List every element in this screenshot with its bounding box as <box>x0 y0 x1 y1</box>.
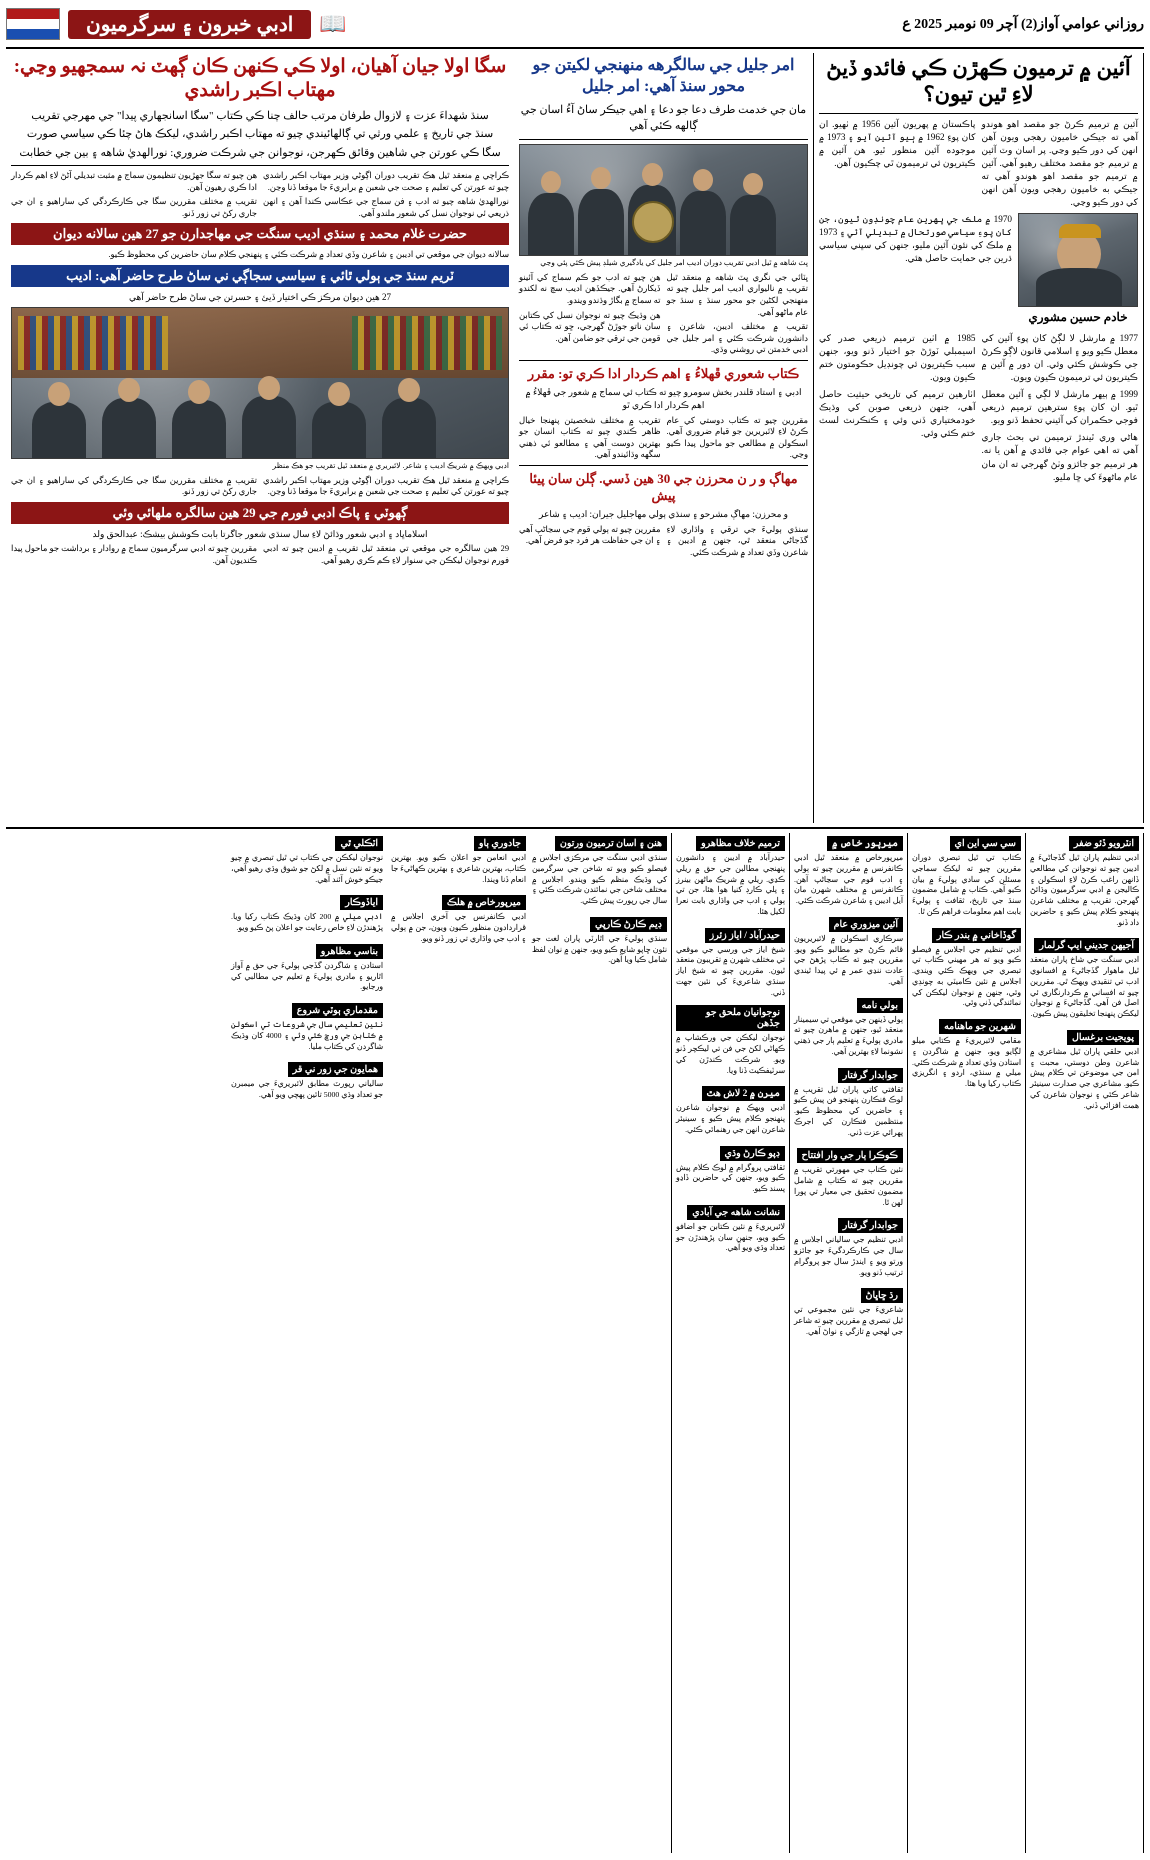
brief-body: ادبي تنظيم پاران ٿيل گڏجاڻيءَ ۾ اديبن چيو ته نوجوانن کي مطالعي ڏانهن راغب ڪرڻ لاءِ اسڪولن ۽ ڪاليجن ۾ ادبي سرگرميون وڌائڻ گهرجن. تقريب ۾ مختلف شاعرن پنهنجو ڪلام پيش ڪيو ۽ حاضرين داد ڏنو. <box>1030 853 1139 927</box>
col3-para-0b: ڪراچي ۾ منعقد ٿيل هڪ تقريب دوران اڳوڻي وزير مهتاب اڪبر راشدي چيو ته عورتن کي تعليم ۽ صحت جي شعبن ۾ برابريءَ جا موقعا ڏنا وڃن. <box>263 475 509 497</box>
col3-para-0: ڪراچي ۾ منعقد ٿيل هڪ تقريب دوران اڳوڻي وزير مهتاب اڪبر راشدي چيو ته عورتن کي تعليم ۽ صحت جي شعبن ۾ برابريءَ جا موقعا ڏنا وڃن. <box>263 171 509 192</box>
brief-body: ادبي ڪانفرنس جي آخري اجلاس ۾ قراردادون منظور ڪيون ويون، جن ۾ ٻولي ۽ ادب جي واڌاري تي زور ڏنو ويو. <box>391 912 526 943</box>
brief-item <box>532 914 667 966</box>
brief-item <box>676 833 785 918</box>
brief-title: جوابدار گرفتار <box>838 1218 903 1233</box>
col2-sub2-para-1: مقررين چيو ته ٻولي قوم جي سڃاڻپ آهي ۽ ان جي حفاظت هر فرد جو فرض آهي. <box>519 524 661 546</box>
col3-banner3-para-1: مقررين چيو ته ادبي سرگرميون سماج ۾ روادار ۽ برداشت جو ماحول پيدا ڪنديون آهن. <box>11 544 257 565</box>
book-icon: 📖 <box>319 11 347 36</box>
brief-body: نوجوان ليکڪن جي ورڪشاپ ۾ ڪهاڻي لکڻ جي فن تي ليڪچر ڏنو ويو. شرڪت ڪندڙن کي سرٽيفڪيٽ ڏنا ويا. <box>676 1033 785 1075</box>
masthead-date: روزاني عوامي آواز(2) آچر 09 نومبر 2025 ع <box>902 16 1144 32</box>
brief-item <box>794 914 903 988</box>
brief-item <box>676 1143 785 1195</box>
brief-title: ميرپورخاص ۾ هلڪ <box>442 895 526 910</box>
brief-body: ادبي تنظيم جي سالياني اجلاس ۾ سال جي ڪارڪردگيءَ جو جائزو ورتو ويو ۽ ايندڙ سال جو پروگرام ترتيب ڏنو ويو. <box>794 1235 903 1277</box>
brief-body: مقامي لائبريريءَ ۾ ڪتابي ميلو لڳايو ويو، جنهن ۾ شاگردن ۽ استادن وڏي تعداد ۾ شرڪت ڪئي. ميلي ۾ سنڌي، اردو ۽ انگريزي ڪتاب رکيا ويا هئا. <box>912 1036 1021 1088</box>
brief-title: اياڏوڪار <box>340 895 383 910</box>
brief-title: همايون جي زور ني قر <box>288 1062 383 1077</box>
brief-item <box>391 833 526 885</box>
briefs-col-6 <box>227 833 387 1853</box>
brief-title: نشانت شاهه جي آبادي <box>687 1205 785 1220</box>
brief-body: ثقافتي کاتي پاران ٿيل تقريب ۾ لوڪ فنڪارن پنهنجو فن پيش ڪيو ۽ حاضرين کي محظوظ ڪيو. منتظمين فنڪارن کي اجرڪ پهرائي عزت ڏني. <box>794 1084 903 1137</box>
brief-title: ڊپو ڪارڻ وڌي <box>720 1146 786 1161</box>
brief-title: بولي نامه <box>857 998 903 1013</box>
briefs-col-5 <box>387 833 672 1853</box>
brief-title: انٽرويو ڏئو ضفر <box>1069 836 1139 851</box>
col3-para-2: نورالهديٰ شاهه چيو ته ادب ۽ فن سماج جي عڪاسي ڪندا آهن ۽ انهن ذريعي ئي نوجوان نسل کي شعور ملندو آهي. <box>263 197 509 218</box>
banner-27th-convention: حضرت غلام محمد ۽ سنڌي اديب سنگت جي مهاجدارن جو 27 هين سالانه ديوان <box>11 223 509 245</box>
brief-item <box>1030 1027 1139 1112</box>
col3-kicker-0: سنڌ شهداءَ عزت ۽ لازوال طرفان مرتب حالف چنا ڪي ڪتاب "سگا اسانجهاري پيدا" جي مهرجي تقريب <box>31 109 489 122</box>
brief-title: جوابدار گرفتار <box>838 1068 903 1083</box>
brief-title: اٽڪلي ٿي <box>335 836 383 851</box>
col2-sub2-para-0: سنڌي ٻوليءَ جي ترقي ۽ واڌاري لاءِ گڏجاڻي منعقد ٿي، جنهن ۾ اديبن ۽ شاعرن وڏي تعداد ۾ شرڪت ڪئي. <box>666 524 808 557</box>
col2-para-0: ڀٽائي جي نگري ڀٽ شاهه ۾ منعقد ٿيل تقريب ۾ ناليواري اديب امر جليل چيو ته منهنجي لکڻين جو محور سنڌ ۽ سنڌ جو عام ماڻهو آهي. <box>666 272 808 317</box>
col3-para-3b: تقريب ۾ مختلف مقررين سگا جي ڪارڪردگي کي ساراهيو ۽ ان جي جاري رکڻ تي زور ڏنو. <box>11 475 257 497</box>
brief-body: حيدرآباد ۾ اديبن ۽ دانشورن پنهنجي مطالبن جي حق ۾ ريلي ڪڍي. ريلي ۾ شريڪ ماڻهن بينرز ۽ پلي ڪارڊ کنيا هوا هئا، جن تي ٻولي ۽ ادب جي واڌاري بابت نعرا لکيل هئا. <box>676 853 785 916</box>
banner-29th-anniversary: ڳهوٽي ۽ پاڪ ادبي فورم جي 29 هين سالگره ملهائي وئي <box>11 502 509 524</box>
masthead-logo <box>6 8 347 40</box>
brief-body: لائبريريءَ ۾ نئين ڪتابن جو اضافو ڪيو ويو، جنهن سان پڙهندڙن جو تعداد وڌي ويو آهي. <box>676 1221 785 1253</box>
briefs-col-3 <box>790 833 908 1853</box>
brief-body: استادن ۽ شاگردن گڏجي ٻوليءَ جي حق ۾ آواز اٿاريو ۽ مادري ٻوليءَ ۾ تعليم جي مطالبي کي ورجايو. <box>231 960 383 992</box>
brief-item <box>532 833 667 907</box>
briefs-col-4 <box>672 833 790 1853</box>
banner3-sub: اسلاماڀاد ۽ ادبي شعور وڌائڻ لاءِ سال سنڌي شعور جاگرتا بابت ڪوشش بيشڪ: عبدالحق ولد <box>92 528 428 539</box>
brief-title: ميرن ۾ 2 لاش هٿ <box>702 1086 785 1101</box>
col2-para-1: هن چيو ته ادب جو ڪم سماج کي آئينو ڏيکارڻ آهي. جيڪڏهن اديب سچ نه لکندو ته سماج ۾ بگاڙ وڌندو ويندو. <box>519 272 661 306</box>
brief-title: مقدماري ٻوٽي شروع <box>292 1003 383 1018</box>
brief-body: ادبي ميلي ۾ 200 کان وڌيڪ ڪتاب رکيا ويا. پڙهندڙن لاءِ خاص رعايت جو اعلان پڻ ڪيو ويو. <box>231 912 383 932</box>
caption-library-session: ادبي ويهڪ ۾ شريڪ اديب ۽ شاعر. لائبريري ۾ منعقد ٿيل تقريب جو هڪ منظر <box>272 461 509 471</box>
brief-title: شهرين جو ماهنامه <box>939 1019 1021 1034</box>
brief-body: سرڪاري اسڪولن ۾ لائبريريون قائم ڪرڻ جو مطالبو ڪيو ويو. مقررين چيو ته ڪتاب پڙهڻ جي عادت ننڍي عمر ۾ ئي پيدا ٿيندي آهي. <box>794 933 903 986</box>
brief-body: شيخ اياز جي ورسي جي موقعي تي مختلف شهرن ۾ تقريبون منعقد ٿيون. مقررين چيو ته شيخ اياز سنڌي شاعريءَ کي نئين جهت ڏني. <box>676 944 785 997</box>
col1-para-2: 1970 ۾ ملڪ جي پهرين عام چونڊون ٿيون، جن کان پوءِ سياسي صورتحال ۾ تبديلي آئي ۽ 1973 ۾ ملڪ کي نئون آئين مليو، جنهن کي سڀني سياسي ڌرين جي حمايت حاصل هئي. <box>819 213 1012 264</box>
brief-title: حيدرآباد / اياز زئرز <box>705 928 785 943</box>
article-column-3 <box>6 53 514 823</box>
brief-body: ادبي ويهڪ ۾ نوجوان شاعرن پنهنجو ڪلام پيش ڪيو ۽ سينيئر شاعرن انهن جي رهنمائي ڪئي. <box>676 1103 785 1134</box>
brief-item <box>912 925 1021 1010</box>
section-logo-text: ادبي خبرون ۽ سرگرميون <box>68 10 311 39</box>
col2-para-3: هن وڌيڪ چيو ته نوجوان نسل کي ڪتابن سان ناتو جوڙڻ گهرجي، ڇو ته ڪتاب ئي قومن جي ترقي جو ضامن آهن. <box>519 310 661 343</box>
brief-title: بناسي مظاهرو <box>316 944 383 959</box>
brief-body: ٻولي ڏينهن جي موقعي تي سيمينار منعقد ٿيو، جنهن ۾ ماهرن چيو ته مادري ٻوليءَ ۾ تعليم ٻار جي ذهني نشونما لاءِ بهترين آهي. <box>794 1014 903 1056</box>
photo-library-session <box>11 307 509 459</box>
top-section <box>6 53 1144 823</box>
brief-title: ترميم خلاف مظاهرو <box>696 836 785 851</box>
brief-body: شاعريءَ جي نئين مجموعي تي ٿيل تبصري ۾ مقررين چيو ته شاعر جي لهجي ۾ تازگي ۽ نواڻ آهي. <box>794 1305 903 1336</box>
brief-item <box>676 1202 785 1254</box>
brief-title: جادوري ٻاو <box>474 836 526 851</box>
brief-title: سي سي اين اي <box>950 836 1021 851</box>
brief-item <box>231 892 383 934</box>
brief-body: ڪتاب تي ٿيل تبصري دوران مقررين چيو ته ليکڪ سماجي مسئلن کي سادي ٻوليءَ ۾ بيان ڪيو آهي. ڪتاب ۾ شامل مضمون سنڌ جي تاريخ، ثقافت ۽ ٻوليءَ بابت اهم معلومات فراهم ڪن ٿا. <box>912 853 1021 916</box>
col3-banner1-para: سالانه ديوان جي موقعي تي اديبن ۽ شاعرن وڏي تعداد ۾ شرڪت ڪئي ۽ پنهنجي ڪلام سان حاضرين کي محظوظ ڪيو. <box>108 250 509 260</box>
brief-item <box>794 1145 903 1208</box>
brief-body: ادبي تنظيم جي اجلاس ۾ فيصلو ڪيو ويو ته هر مهيني ڪتاب تي تبصري جي ويهڪ ڪئي ويندي. اجلاس ۾ نئين ڪاميٽي به چونڊي وئي، جنهن ۾ نوجوان ليکڪن کي نمائندگي ڏني وئي. <box>912 944 1021 1008</box>
brief-item <box>794 995 903 1058</box>
brief-item <box>231 1059 383 1101</box>
brief-body: ثقافتي پروگرام ۾ لوڪ ڪلام پيش ڪيو ويو، جنهن کي حاضرين ڏاڍو پسند ڪيو. <box>676 1162 785 1193</box>
brief-body: ادبي سنگت جي شاخ پاران منعقد ٿيل ماهوار گڏجاڻيءَ ۾ افسانوي ادب تي تنقيدي ويهڪ ٿي. مقررين چيو ته افساني ۾ ڪردارنگاري ئي اصل فن آهي. گڏجاڻيءَ ۾ نوجوان ليکڪن پنهنجا تخليقون پيش ڪيون. <box>1030 955 1139 1018</box>
brief-body: سالياني رپورٽ مطابق لائبريريءَ جي ميمبرن جو تعداد وڌي 5000 تائين پهچي ويو آهي. <box>231 1079 383 1099</box>
headline-mehtab-rashdi: سگا اولا جيان آهيان، اولا ڪي ڪنهن ڪان ڳهٽ نہ سمجهيو وڃي: مهتاب اڪبر راشدي <box>13 56 507 101</box>
portrait-photo-khadim <box>1018 213 1138 307</box>
col3-kicker-2: سگا ڪي عورتن جي شاهين وقائق ڪهرجن، نوجوانن جي شرڪت ضروري: نورالهديٰ شاهه ۽ بين جي خطابت <box>19 146 501 159</box>
brief-body: نئين تعليمي سال جي شروعات تي اسڪولن ۾ ڪتابن جي ورڇ ڪئي وئي ۽ 4000 کان وڌيڪ شاگردن کي ڪتاب مليا. <box>231 1020 383 1051</box>
caption-ceremony: ڀٽ شاهه ۾ ٿيل ادبي تقريب دوران اديب امر جليل کي يادگيري شيلڊ پيش ڪئي پئي وڃي <box>540 257 808 267</box>
article-column-1 <box>814 53 1144 823</box>
subhead-30th-line: و محرزن: مهاڳ مشرحو ۽ سنڌي ٻولي مهاجليل جيران: اديب ۽ شاعر <box>538 509 789 520</box>
brief-item <box>794 1285 903 1337</box>
col1-para-7: هاڻي وري ٿيندڙ ترميمن تي بحث جاري آهي ته اهي عوام جي فائدي ۾ آهن يا نه. هر ترميم جو جائزو وٺڻ گهرجي ته ان مان عام ماڻهوءَ کي ڇا مليو. <box>981 432 1138 482</box>
brief-body: نوجوان ليکڪن جي ڪتاب تي ٿيل تبصري ۾ چيو ويو ته نئين نسل ۾ لکڻ جو شوق وڌي رهيو آهي، جيڪو خوش آئند آهي. <box>231 853 383 884</box>
brief-title: آجيهن جديني ايپ گرلمار <box>1034 938 1139 953</box>
brief-item <box>231 941 383 993</box>
brief-body: ادبي انعامن جو اعلان ڪيو ويو. بهترين ڪتاب، بهترين شاعري ۽ بهترين ڪهاڻيءَ جا انعام ڏنا ويندا. <box>391 853 526 884</box>
brief-item <box>1030 833 1139 928</box>
briefs-col-2 <box>908 833 1026 1853</box>
photo-ceremony <box>519 144 808 256</box>
brief-body: نئين ڪتاب جي مهورتي تقريب ۾ مقررين چيو ته ڪتاب ۾ شامل مضمون تحقيق جي معيار تي پورا لهن ٿا. <box>794 1165 903 1207</box>
brief-item <box>794 1215 903 1278</box>
col1-para-5: 1999 ۾ ٻيهر مارشل لا لڳي ۽ آئين معطل ٿيو. ان کان پوءِ سترهين ترميم ذريعي فوجي حڪمران کي آئيني تحفظ ڏنو ويو. <box>981 389 1138 426</box>
brief-title: ميرپور خاص ۾ <box>827 836 903 851</box>
flag-icon <box>6 8 60 40</box>
col1-para-3: 1977 ۾ مارشل لا لڳڻ کان پوءِ آئين کي معطل ڪيو ويو ۽ اسلامي قانون لاڳو ڪرڻ جي ڪوشش ڪئي وئي. ان دور ۾ آئين ۾ ڪيتريون ئي ترميمون ڪيون ويون. <box>981 332 1138 383</box>
brief-item <box>1030 935 1139 1020</box>
byline-khadim: خادم حسين مشوري <box>1028 309 1128 324</box>
subhead-30th: مهاڳ و ر ن محرزن جي 30 هين ڏسي. ڳلن سان پيئا پيش <box>529 470 798 504</box>
col3-para-3: تقريب ۾ مختلف مقررين سگا جي ڪارڪردگي کي ساراهيو ۽ ان جي جاري رکڻ تي زور ڏنو. <box>11 197 257 218</box>
headline-constitution: آئين ۾ ترميون ڪهڙن ڪي فائدو ڏيڻ لاءِ ٿين تيون؟ <box>826 56 1131 107</box>
brief-item <box>794 1065 903 1139</box>
brief-item <box>231 833 383 885</box>
briefs-col-1 <box>1026 833 1144 1853</box>
col2-para-2: تقريب ۾ مختلف اديبن، شاعرن ۽ دانشورن شرڪت ڪئي ۽ امر جليل جي ادبي خدمتن تي روشني وڌي. <box>666 322 808 355</box>
col1-para-0: آئين ۾ ترميم ڪرڻ جو مقصد اهو هوندو آهي ته جيڪي خاميون رهجي ويون آهن انهن کي دور ڪيو وڃي. پر اسان وٽ آئين ۾ ترميم جو مقصد مختلف رهيو آهي. آئين ۾ ترميم جو مقصد اهو هوندو آهي ته جيڪي به خاميون رهجي ويون آهن انهن کي دور ڪيو وڃي. <box>981 118 1138 207</box>
brief-item <box>676 1005 785 1076</box>
brief-item <box>912 1016 1021 1090</box>
brief-item <box>231 1000 383 1052</box>
brief-item <box>912 833 1021 918</box>
banner-language-politics: ٽريم سنڌ جي ٻولي ٿائي ۽ سياسي سجاڳي ني ساڻ طرح حاضر آهي: اديب <box>11 265 509 287</box>
brief-title: گوڏاخاني ۾ بندر ڪار <box>932 928 1021 943</box>
headline-amar-jalil: امر جليل جي سالگرهه منهنجي لکيتن جو محور سنڌ آهي: امر جليل <box>532 57 795 95</box>
brief-title: ڪوڪرا ٻار جي وار افتتاح <box>797 1148 903 1163</box>
brief-body: سنڌي ادبي سنگت جي مرڪزي اجلاس ۾ فيصلو ڪيو ويو ته شاخن جي سرگرمين کي وڌيڪ منظم ڪيو ويندو. اجلاس ۾ مختلف شاخن جي نمائندن شرڪت ڪئي ۽ سال جي رپورٽ پيش ڪئي. <box>532 853 667 905</box>
brief-title: هنن ۽ اسان ترميون ورتون <box>555 836 667 851</box>
briefs-section <box>6 827 1144 1853</box>
subhead-amar-jalil: مان جي خدمت طرف دعا جو دعا ۽ اهي جيڪر ساڻ آءُ اسان جي ڳالهه ڪئي آهي <box>520 103 807 133</box>
brief-title: ڊيم ڪارڻ ڪارپي <box>590 917 667 932</box>
masthead <box>6 4 1144 49</box>
brief-body: ميرپورخاص ۾ منعقد ٿيل ادبي ڪانفرنس ۾ مقررين چيو ته ٻولي ۽ ادب قوم جي سڃاڻپ آهن. ڪانفرنس ۾ مختلف شهرن مان آيل اديبن ۽ شاعرن شرڪت ڪئي. <box>794 853 903 905</box>
col2-sub1-para-0: مقررين چيو ته ڪتاب دوستي کي عام ڪرڻ لاءِ لائبريرين جو قيام ضروري آهي. اسڪولن ۾ مطالعي جو ماحول پيدا ڪيو وڃي. <box>666 415 808 460</box>
banner2-sub: 27 هين ديوان مرڪز ڪي اختيار ڏيئ ۽ حسرتن جي ساڻ طرح حاضر آهي <box>128 291 392 302</box>
brief-item <box>794 833 903 907</box>
subhead-book-awareness-line: ادبي ۽ استاد قلندر بخش سومرو چيو ته ڪتاب ئي سماج ۾ شعور جي ڦهلاءُ ۾ اهم ڪردار ادا ڪري ٿو <box>525 386 802 411</box>
col1-para-4: 1985 ۾ اٺين ترميم ذريعي صدر کي اسيمبلي ٽوڙڻ جو اختيار ڏنو ويو، جنهن سبب ڪيتريون ئي چونڊيل حڪومتون ختم ڪيون ويون. <box>819 332 976 383</box>
col3-para-1: هن چيو ته سگا جهڙيون تنظيمون سماج ۾ مثبت تبديلي آڻڻ لاءِ اهم ڪردار ادا ڪري رهيون آهن. <box>11 171 257 192</box>
brief-title: پويجيت برغسال <box>1067 1030 1139 1045</box>
brief-title: آئين ميزوري عام <box>829 917 903 932</box>
col2-sub1-para-1: تقريب ۾ مختلف شخصيتن پنهنجا خيال ظاهر ڪندي چيو ته ڪتاب انسان جو بهترين دوست آهي ۽ مطالعو ئي ذهني سگهه وڌائيندو آهي. <box>519 415 661 460</box>
brief-title: نوجوانيان ملحق جو جڏهن <box>676 1005 785 1031</box>
col1-para-6: اٺارهين ترميم کي تاريخي حيثيت حاصل آهي، جنهن ذريعي صوبن کي وڌيڪ خودمختياري ڏني وئي ۽ ڪنڪرنٽ لسٽ ختم ڪئي وئي. <box>819 389 976 439</box>
col1-para-1: پاڪستان ۾ پهريون آئين 1956 ۾ ٺهيو. ان کان پوءِ 1962 ۾ ٻيو آئين آيو ۽ 1973 ۾ موجوده آئين منظور ٿيو. هن آئين ۾ ڪيتريون ئي ترميمون ٿي چڪيون آهن. <box>819 118 976 168</box>
brief-item <box>391 892 526 944</box>
article-column-2 <box>514 53 814 823</box>
subhead-book-awareness: ڪتاب شعوري ڦهلاءُ ۽ اهم ڪردار ادا ڪري تو: مقرر <box>527 366 800 381</box>
brief-item <box>676 925 785 999</box>
brief-body: سنڌي ٻوليءَ جي اٿارٽي پاران لغت جو نئون ڇاپو شايع ڪيو ويو، جنهن ۾ نوان لفظ شامل ڪيا ويا آهن. <box>532 933 667 965</box>
brief-body: ادبي حلقي پاران ٿيل مشاعري ۾ شاعرن وطن دوستي، محبت ۽ امن جي موضوعن تي ڪلام پيش ڪيو. مشاعري جي صدارت سينيئر شاعر ڪئي ۽ نوجوان شاعرن کي همت افزائي ڏني. <box>1030 1046 1139 1110</box>
col3-banner3-para-0: 29 هين سالگره جي موقعي تي منعقد ٿيل تقريب ۾ اديبن چيو ته ادبي فورم نوجوان ليکڪن جي سنوار لاءِ ڪم ڪري رهيو آهي. <box>263 544 509 565</box>
col3-kicker-1: سنڌ جي تاريخ ۽ علمي ورثي تي ڳالهائيندي چيو ته مهتاب اڪبر راشدي، ليکڪ هاڻ چئا ڪي سياسي صورت <box>26 128 494 140</box>
brief-title: رڌ ڇاڀاڻ <box>861 1288 903 1303</box>
brief-item <box>676 1083 785 1135</box>
